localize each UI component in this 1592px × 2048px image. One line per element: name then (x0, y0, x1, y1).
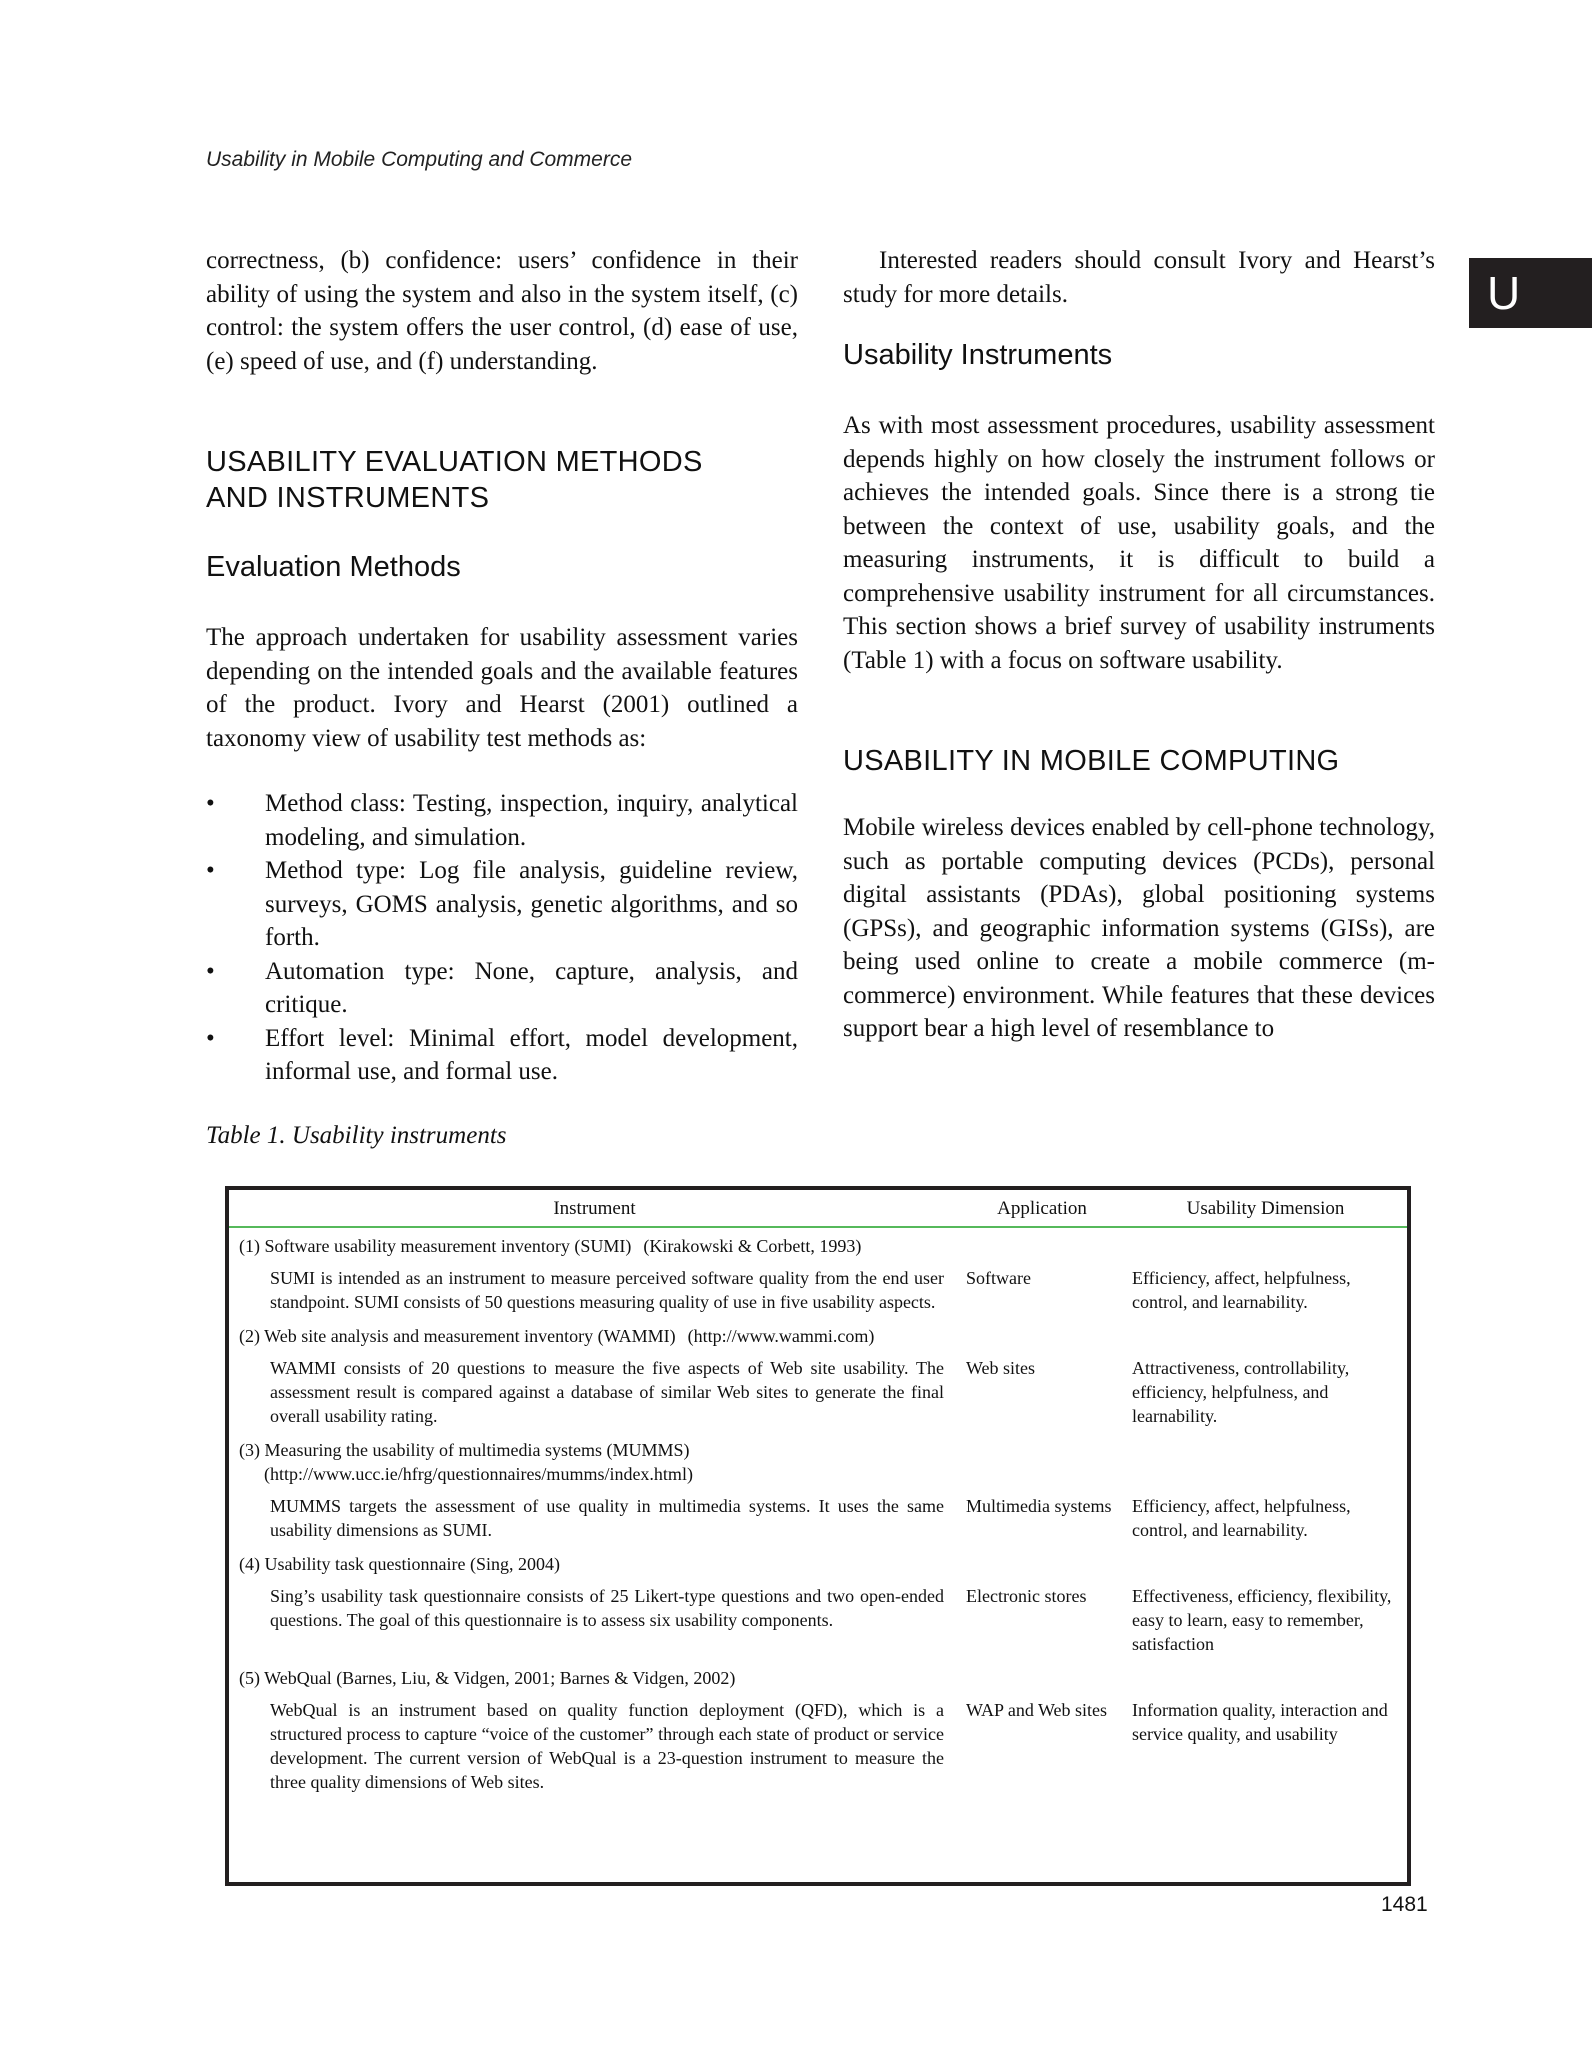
section-heading-mobile: USABILITY IN MOBILE COMPUTING (843, 745, 1340, 777)
left-column (206, 244, 798, 1089)
instrument-application: WAP and Web sites (966, 1700, 1108, 1720)
instrument-description: WebQual is an instrument based on quality function deployment (QFD), which is a structured process to capture “voice of the customer” through each state of product or service development. The current version of WebQual is a 23-question instrument to measure the three quality dimensions of Web sites. (270, 1700, 944, 1792)
instrument-title: (1) Software usability measurement inventory (SUMI) (239, 1236, 632, 1256)
instrument-dimension: Attractiveness, controllability, efficiency, helpfulness, and learnability. (1132, 1358, 1350, 1426)
table-row-title (229, 1318, 1407, 1352)
instrument-reference: (http://www.ucc.ie/hfrg/questionnaires/mumms/index.html) (264, 1464, 693, 1484)
table-row (229, 1580, 1407, 1660)
list-item: • Automation type: None, capture, analysis, and critique. (206, 955, 798, 1022)
table-row-title (229, 1227, 1407, 1262)
page-number: 1481 (1381, 1893, 1428, 1916)
instrument-application: Electronic stores (966, 1586, 1087, 1606)
instrument-dimension: Efficiency, affect, helpfulness, control, and learnability. (1132, 1268, 1351, 1312)
instrument-title: (2) Web site analysis and measurement inventory (WAMMI) (239, 1326, 676, 1346)
usability-instruments-table (225, 1186, 1411, 1886)
table-row (229, 1490, 1407, 1546)
table-row-title (229, 1546, 1407, 1580)
column-header-dimension: Usability Dimension (1124, 1190, 1407, 1227)
table-row-title (229, 1660, 1407, 1694)
instruments-table (229, 1190, 1407, 1798)
column-header-application: Application (960, 1190, 1124, 1227)
evaluation-methods-paragraph: The approach undertaken for usability assessment varies depending on the intended goals and the available features of the product. Ivory and Hearst (2001) outlined a taxonomy view of usability test methods as: (206, 624, 798, 752)
instrument-description: SUMI is intended as an instrument to measure perceived software quality from the end user standpoint. SUMI consists of 50 questions measuring quality of use in five usability aspects. (270, 1268, 944, 1312)
bullet-icon: • (206, 1024, 215, 1052)
method-list (206, 787, 798, 1089)
instrument-description: WAMMI consists of 20 questions to measure the five aspects of Web site usability. The assessment result is compared against a database of similar Web sites to generate the final overall usability rating. (270, 1358, 944, 1426)
bullet-icon: • (206, 790, 215, 817)
instrument-title: (3) Measuring the usability of multimedia systems (MUMMS) (239, 1440, 690, 1460)
instrument-title: (5) WebQual (Barnes, Liu, & Vidgen, 2001; Barnes & Vidgen, 2002) (239, 1668, 736, 1688)
instrument-application: Software (966, 1268, 1031, 1288)
table-caption: Table 1. Usability instruments (206, 1122, 507, 1149)
instrument-dimension: Information quality, interaction and service quality, and usability (1132, 1700, 1388, 1744)
instruments-paragraph: As with most assessment procedures, usability assessment depends highly on how closely the instrument follows or achieves the intended goals. Since there is a strong tie between the context of use, usability goals, and the measuring instruments, it is difficult to build a comprehensive usability instrument for all circumstances. This section shows a brief survey of usability instruments (Table 1) with a focus on software usability. (843, 412, 1435, 674)
section-heading-line2: AND INSTRUMENTS (206, 482, 490, 514)
table-header-row (229, 1190, 1407, 1227)
column-header-instrument: Instrument (229, 1190, 960, 1227)
intro-paragraph: correctness, (b) confidence: users’ confidence in their ability of using the system and also in the system itself, (c) control: the system offers the user control, (d) ease of use, (e) speed of use, and (f) understanding. (206, 247, 798, 375)
bullet-icon: • (206, 957, 215, 985)
right-column (843, 244, 1435, 1046)
section-heading-line1: USABILITY EVALUATION METHODS (206, 446, 703, 478)
subheading-evaluation-methods: Evaluation Methods (206, 551, 461, 583)
mobile-paragraph: Mobile wireless devices enabled by cell-phone technology, such as portable computing devices (PCDs), personal digital assistants (PDAs), global positioning systems (GPSs), and geographic information systems (GISs), are being used online to create a mobile commerce (m-commerce) environment. While features that these devices support bear a high level of resemblance to (843, 814, 1435, 1042)
instrument-description: Sing’s usability task questionnaire consists of 25 Likert-type questions and two open-ended questions. The goal of this questionnaire is to assess six usability components. (270, 1586, 944, 1630)
subheading-usability-instruments: Usability Instruments (843, 339, 1113, 371)
instrument-application: Web sites (966, 1358, 1036, 1378)
table-row (229, 1694, 1407, 1798)
list-item: • Method class: Testing, inspection, inquiry, analytical modeling, and simulation. (206, 787, 798, 854)
instrument-description: MUMMS targets the assessment of use quality in multimedia systems. It uses the same usability dimensions as SUMI. (270, 1496, 944, 1540)
section-heading-evaluation (206, 444, 798, 516)
instrument-reference: (Kirakowski & Corbett, 1993) (643, 1236, 862, 1256)
instrument-dimension: Effectiveness, efficiency, flexibility, easy to learn, easy to remember, satisfaction (1132, 1586, 1392, 1654)
list-item: • Method type: Log file analysis, guideline review, surveys, GOMS analysis, genetic algorithms, and so forth. (206, 854, 798, 955)
section-tab: U (1469, 258, 1592, 328)
running-head: Usability in Mobile Computing and Commerce (206, 148, 633, 171)
table-row (229, 1262, 1407, 1318)
bullet-icon: • (206, 857, 215, 884)
table-row (229, 1352, 1407, 1432)
instrument-title: (4) Usability task questionnaire (Sing, 2004) (239, 1554, 560, 1574)
instrument-dimension: Efficiency, affect, helpfulness, control, and learnability. (1132, 1496, 1351, 1540)
instrument-application: Multimedia systems (966, 1496, 1112, 1516)
instrument-reference: (http://www.wammi.com) (687, 1326, 875, 1346)
table-row-title (229, 1432, 1407, 1490)
continuation-paragraph: Interested readers should consult Ivory and Hearst’s study for more details. (843, 247, 1435, 308)
list-item: • Effort level: Minimal effort, model development, informal use, and formal use. (206, 1022, 798, 1089)
